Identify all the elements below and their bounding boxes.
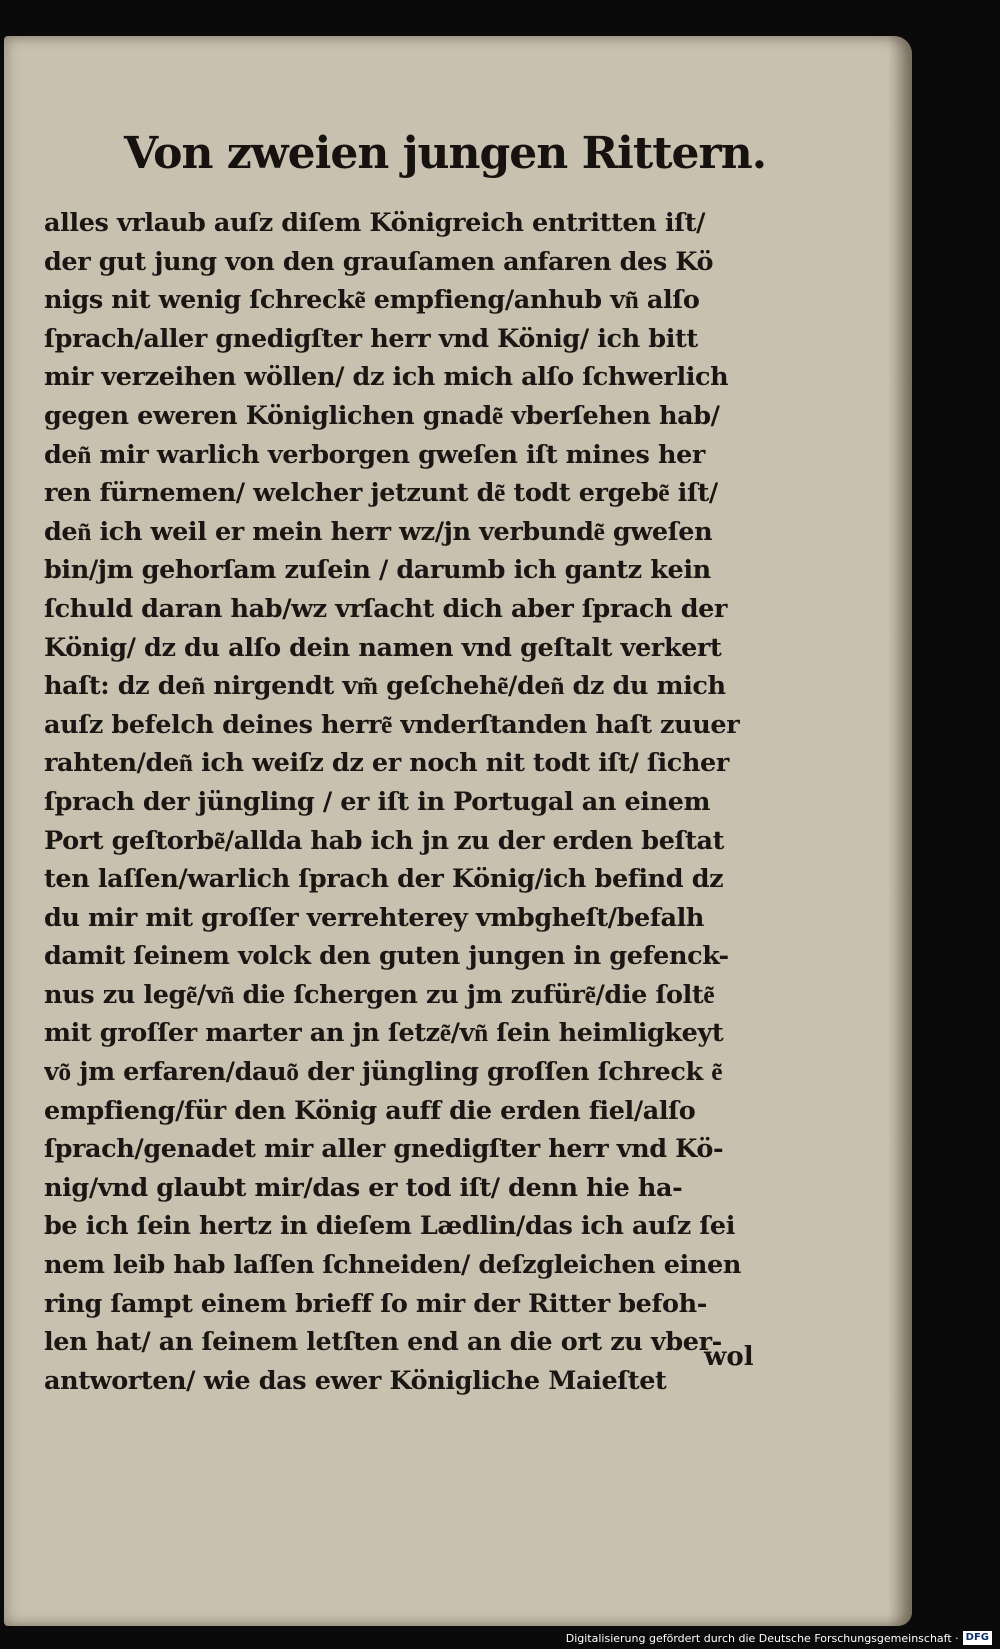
text-line: bin/jm gehorſam zuſein / darumb ich gantz kein	[44, 555, 711, 586]
text-line: len hat/ an ſeinem letſten end an die ort zu vber-	[44, 1327, 722, 1358]
text-line: Port geſtorbe͂/allda hab ich jn zu der erden beſtat	[44, 825, 724, 856]
book-page	[4, 36, 912, 1626]
text-line: ſprach der jüngling / er iſt in Portugal an einem	[44, 786, 711, 817]
text-line: haſt: dz den͂ nirgendt vm͂ geſchehe͂/den͂ dz du mich	[44, 671, 726, 702]
text-line: empfieng/für den König auff die erden fiel/alſo	[44, 1095, 696, 1126]
catchword: wol	[704, 1342, 754, 1372]
text-line: ring ſampt einem brieff ſo mir der Ritter befoh-	[44, 1288, 707, 1319]
dfg-logo: DFG	[963, 1631, 992, 1645]
text-line: ren fürnemen/ welcher jetzunt de͂ todt ergebe͂ iſt/	[44, 478, 718, 509]
text-line: ſchuld daran hab/wz vrſacht dich aber ſprach der	[44, 593, 728, 624]
text-line: gegen eweren Königlichen gnade͂ vberſehen hab/	[44, 400, 720, 431]
text-line: alles vrlaub auſz diſem Königreich entritten iſt/	[44, 208, 705, 238]
text-line: antworten/ wie das ewer Königliche Maieſtet	[44, 1365, 667, 1396]
text-block	[44, 204, 786, 1400]
text-line: König/ dz du alſo dein namen vnd geſtalt verkert	[44, 632, 722, 663]
text-line: nigs nit wenig ſchrecke͂ empfieng/anhub vn͂ alſo	[44, 285, 700, 316]
text-line: mir verzeihen wöllen/ dz ich mich alſo ſchwerlich	[44, 362, 729, 393]
funding-footer	[566, 1629, 992, 1647]
text-line: vo͂ jm erfaren/dauo͂ der jüngling groſſen ſchreck e͂	[44, 1057, 723, 1088]
text-line: ten laſſen/warlich ſprach der König/ich befind dz	[44, 864, 724, 895]
text-line: ſprach/genadet mir aller gnedigſter herr vnd Kö-	[44, 1134, 724, 1165]
text-line: der gut jung von den grauſamen anfaren des Kö	[44, 246, 714, 277]
footer-text: Digitalisierung gefördert durch die Deutsche Forschungsgemeinschaft ·	[565, 1631, 959, 1645]
text-line: nem leib hab laſſen ſchneiden/ deſzgleichen einen	[44, 1250, 742, 1281]
text-line: rahten/den͂ ich weiſz dz er noch nit todt iſt/ ſicher	[44, 748, 729, 779]
text-line: den͂ mir warlich verborgen gweſen iſt mines her	[44, 439, 705, 470]
text-line: damit ſeinem volck den guten jungen in gefenck-	[44, 941, 729, 972]
text-line: ſprach/aller gnedigſter herr vnd König/ ich bitt	[44, 323, 698, 354]
text-line: auſz befelch deines herre͂ vnderſtanden haſt zuuer	[44, 709, 740, 740]
text-line: nig/vnd glaubt mir/das er tod iſt/ denn hie ha-	[44, 1172, 683, 1203]
running-head: Von zweien jungen Rittern.	[124, 128, 767, 179]
text-line: mit groſſer marter an jn ſetze͂/vn͂ ſein heimligkeyt	[44, 1018, 724, 1049]
text-line: den͂ ich weil er mein herr wz/jn verbunde͂ gweſen	[44, 516, 713, 547]
text-line: du mir mit groſſer verrehterey vmbgheſt/befalh	[44, 902, 704, 933]
text-line: nus zu lege͂/vn͂ die ſchergen zu jm zufüre͂/die ſolte͂	[44, 979, 715, 1010]
text-line: be ich ſein hertz in dieſem Lædlin/das ich auſz ſei	[44, 1211, 736, 1242]
